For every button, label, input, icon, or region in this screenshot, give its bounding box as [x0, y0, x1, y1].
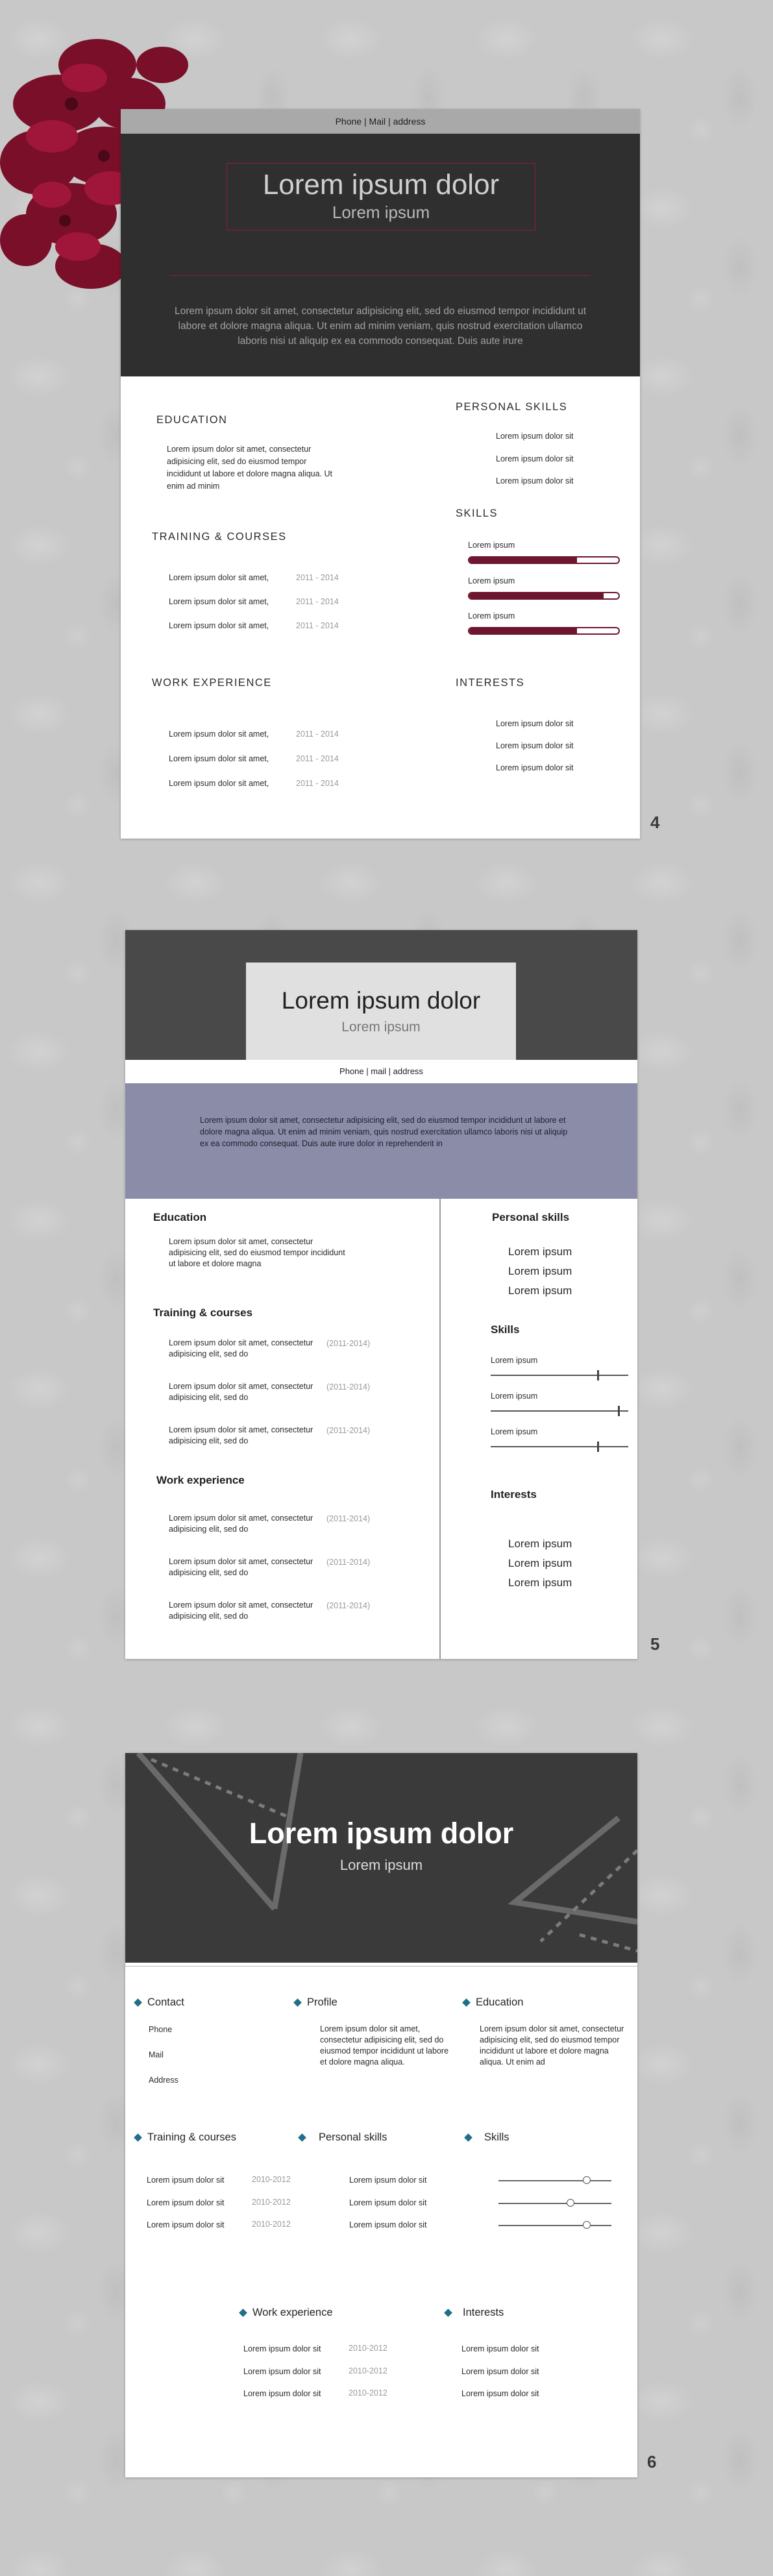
skills-heading: Skills — [491, 1323, 520, 1336]
work-item: Lorem ipsum dolor sit amet, consectetur adipisicing elit, sed do — [169, 1601, 313, 1621]
personal-skill-item: Lorem ipsum dolor sit — [349, 2198, 427, 2207]
interest-item: Lorem ipsum — [508, 1576, 572, 1589]
work-years: (2011-2014) — [326, 1514, 371, 1523]
contact-phone: Phone — [149, 2025, 173, 2034]
intro-band — [125, 1083, 637, 1199]
training-item: Lorem ipsum dolor sit amet, consectetur adipisicing elit, sed do — [169, 1338, 313, 1358]
education-heading: EDUCATION — [156, 414, 228, 426]
skill-label: Lorem ipsum — [468, 576, 515, 585]
resume-page-2 — [125, 930, 637, 1659]
work-years: 2010-2012 — [349, 2388, 387, 2398]
skill-label: Lorem ipsum — [468, 611, 515, 620]
training-item: Lorem ipsum dolor sit amet, — [169, 597, 269, 606]
work-item: Lorem ipsum dolor sit amet, consectetur adipisicing elit, sed do — [169, 1557, 313, 1577]
education-heading: Education — [153, 1211, 207, 1223]
interest-item: Lorem ipsum dolor sit — [496, 719, 574, 728]
contact-mail: Mail — [149, 2050, 164, 2059]
work-item: Lorem ipsum dolor sit amet, — [169, 779, 269, 788]
header-dark — [121, 134, 640, 376]
page-number: 6 — [647, 2452, 657, 2472]
interest-item: Lorem ipsum dolor sit — [461, 2344, 539, 2353]
resume-page-1 — [121, 109, 640, 839]
work-heading: Work experience — [156, 1474, 245, 1486]
profile-text: Lorem ipsum dolor sit amet, consectetur adipisicing elit, sed do eiusmod tempor incididunt ut labore et dolore magna aliqua. — [320, 2024, 449, 2067]
skill-label: Lorem ipsum — [491, 1427, 538, 1436]
personal-skill-item: Lorem ipsum — [508, 1265, 572, 1277]
skill-slider-knob — [597, 1370, 599, 1380]
page-number: 5 — [650, 1634, 660, 1654]
skill-slider-knob — [597, 1441, 599, 1452]
page-number: 4 — [650, 813, 660, 832]
training-years: 2010-2012 — [252, 2220, 291, 2229]
skill-slider — [491, 1375, 628, 1376]
training-years: 2011 - 2014 — [296, 573, 339, 582]
header-dark — [125, 1753, 637, 1963]
intro-text: Lorem ipsum dolor sit amet, consectetur adipisicing elit, sed do eiusmod tempor incididunt ut labore et dolore magna aliqua. Ut enim ad minim veniam, quis nostrud exercitation ullamco laboris nisi ut aliquip ex ea commodo consequat. Duis aute irure — [174, 306, 587, 347]
skill-label: Lorem ipsum — [468, 541, 515, 550]
work-item: Lorem ipsum dolor sit amet, — [169, 730, 269, 739]
skill-slider-knob — [583, 2221, 591, 2229]
training-heading: TRAINING & COURSES — [152, 531, 287, 543]
contact-heading: Contact — [147, 1996, 184, 2008]
interest-item: Lorem ipsum dolor sit — [461, 2389, 539, 2398]
interest-item: Lorem ipsum dolor sit — [496, 763, 574, 772]
intro-text: Lorem ipsum dolor sit amet, consectetur adipisicing elit, sed do eiusmod tempor incididunt ut labore et dolore magna aliqua. Ut enim ad minim veniam, quis nostrud exercitation ullamco laboris nisi ut aliquip ex ea commodo consequat. Duis aute irure dolor in reprehenderit in — [200, 1116, 568, 1148]
personal-skill-item: Lorem ipsum dolor sit — [496, 432, 574, 441]
skill-slider — [498, 2225, 611, 2226]
education-heading: Education — [476, 1996, 524, 2008]
skills-heading: Skills — [484, 2131, 509, 2143]
diamond-bullet-icon — [462, 1998, 471, 2007]
page-title: Lorem ipsum dolor — [281, 987, 481, 1014]
work-item: Lorem ipsum dolor sit — [243, 2389, 321, 2398]
education-text: Lorem ipsum dolor sit amet, consectetur adipisicing elit, sed do eiusmod tempor incididunt ut labore et dolore magna aliqua. Ut enim ad — [480, 2024, 624, 2067]
skill-slider — [498, 2203, 611, 2204]
personal-skill-item: Lorem ipsum — [508, 1284, 572, 1297]
skill-label: Lorem ipsum — [491, 1356, 538, 1365]
training-years: 2011 - 2014 — [296, 621, 339, 630]
diamond-bullet-icon — [293, 1998, 302, 2007]
training-item: Lorem ipsum dolor sit — [147, 2198, 225, 2207]
interest-item: Lorem ipsum dolor sit — [461, 2367, 539, 2376]
page-title: Lorem ipsum dolor — [262, 169, 500, 201]
title-box — [227, 163, 535, 230]
work-item: Lorem ipsum dolor sit amet, consectetur adipisicing elit, sed do — [169, 1514, 313, 1534]
interests-heading: Interests — [463, 2307, 504, 2318]
training-item: Lorem ipsum dolor sit amet, — [169, 573, 269, 582]
skill-bar — [468, 627, 620, 635]
training-heading: Training & courses — [153, 1306, 253, 1319]
training-item: Lorem ipsum dolor sit — [147, 2176, 225, 2185]
skill-bar-fill — [469, 558, 577, 563]
page-subtitle: Lorem ipsum — [341, 1020, 421, 1035]
training-item: Lorem ipsum dolor sit amet, consectetur adipisicing elit, sed do — [169, 1425, 313, 1445]
skill-slider-knob — [618, 1406, 620, 1416]
interest-item: Lorem ipsum dolor sit — [496, 741, 574, 750]
title-box — [246, 963, 516, 1060]
education-text: Lorem ipsum dolor sit amet, consectetur adipisicing elit, sed do eiusmod tempor incididunt ut labore et dolore magna aliqua. Ut enim ad minim — [167, 445, 333, 491]
personal-skill-item: Lorem ipsum dolor sit — [349, 2176, 427, 2185]
work-years: (2011-2014) — [326, 1601, 371, 1610]
training-years: (2011-2014) — [326, 1339, 371, 1348]
skill-slider-knob — [583, 2176, 591, 2184]
page-title: Lorem ipsum dolor — [249, 1817, 514, 1850]
page-subtitle: Lorem ipsum — [339, 1857, 423, 1873]
interest-item: Lorem ipsum — [508, 1538, 572, 1550]
diamond-bullet-icon — [444, 2309, 452, 2317]
work-heading: Work experience — [252, 2307, 333, 2318]
work-years: 2010-2012 — [349, 2344, 387, 2353]
training-years: 2010-2012 — [252, 2175, 291, 2184]
work-item: Lorem ipsum dolor sit — [243, 2344, 321, 2353]
skill-bar-fill — [469, 628, 577, 633]
work-heading: WORK EXPERIENCE — [152, 677, 272, 689]
training-item: Lorem ipsum dolor sit — [147, 2220, 225, 2229]
contact-bar: Phone | mail | address — [339, 1066, 423, 1076]
column-divider — [439, 1199, 441, 1659]
training-years: (2011-2014) — [326, 1426, 371, 1435]
work-years: 2011 - 2014 — [296, 779, 339, 788]
training-years: 2011 - 2014 — [296, 597, 339, 606]
interests-heading: INTERESTS — [456, 677, 525, 689]
work-years: (2011-2014) — [326, 1558, 371, 1567]
interests-heading: Interests — [491, 1488, 537, 1501]
page-subtitle: Lorem ipsum — [332, 202, 430, 222]
skill-label: Lorem ipsum — [491, 1392, 538, 1401]
header-divider — [170, 275, 591, 276]
personal-skill-item: Lorem ipsum — [508, 1245, 572, 1258]
diamond-bullet-icon — [298, 2133, 306, 2142]
education-text: Lorem ipsum dolor sit amet, consectetur adipisicing elit, sed do eiusmod tempor incididunt ut labore et dolore magna — [169, 1237, 345, 1268]
work-years: 2010-2012 — [349, 2366, 387, 2375]
work-item: Lorem ipsum dolor sit amet, — [169, 754, 269, 763]
personal-skills-heading: Personal skills — [319, 2131, 387, 2143]
diamond-bullet-icon — [239, 2309, 247, 2317]
work-years: 2011 - 2014 — [296, 754, 339, 763]
training-item: Lorem ipsum dolor sit amet, consectetur adipisicing elit, sed do — [169, 1382, 313, 1402]
profile-heading: Profile — [307, 1996, 337, 2008]
personal-skill-item: Lorem ipsum dolor sit — [496, 454, 574, 463]
skill-slider-knob — [567, 2199, 574, 2207]
header-dark — [125, 930, 637, 1060]
personal-skills-heading: Personal skills — [492, 1211, 570, 1223]
personal-skill-item: Lorem ipsum dolor sit — [496, 476, 574, 485]
training-heading: Training & courses — [147, 2131, 236, 2143]
skill-bar — [468, 592, 620, 600]
skill-bar — [468, 556, 620, 564]
resume-page-3 — [125, 1753, 637, 2477]
contact-bar: Phone | Mail | address — [121, 109, 640, 134]
work-item: Lorem ipsum dolor sit — [243, 2367, 321, 2376]
skills-heading: SKILLS — [456, 508, 498, 519]
training-years: (2011-2014) — [326, 1382, 371, 1392]
skill-slider — [498, 2180, 611, 2181]
training-years: 2010-2012 — [252, 2198, 291, 2207]
training-item: Lorem ipsum dolor sit amet, — [169, 621, 269, 630]
diamond-bullet-icon — [464, 2133, 472, 2142]
personal-skills-heading: PERSONAL SKILLS — [456, 401, 568, 413]
skill-bar-fill — [469, 593, 604, 598]
work-years: 2011 - 2014 — [296, 730, 339, 739]
diamond-bullet-icon — [134, 1998, 142, 2007]
personal-skill-item: Lorem ipsum dolor sit — [349, 2220, 427, 2229]
skill-slider — [491, 1410, 628, 1412]
interest-item: Lorem ipsum — [508, 1557, 572, 1569]
diamond-bullet-icon — [134, 2133, 142, 2142]
contact-address: Address — [149, 2076, 178, 2085]
skill-slider — [491, 1446, 628, 1447]
header-divider — [125, 1966, 637, 1967]
